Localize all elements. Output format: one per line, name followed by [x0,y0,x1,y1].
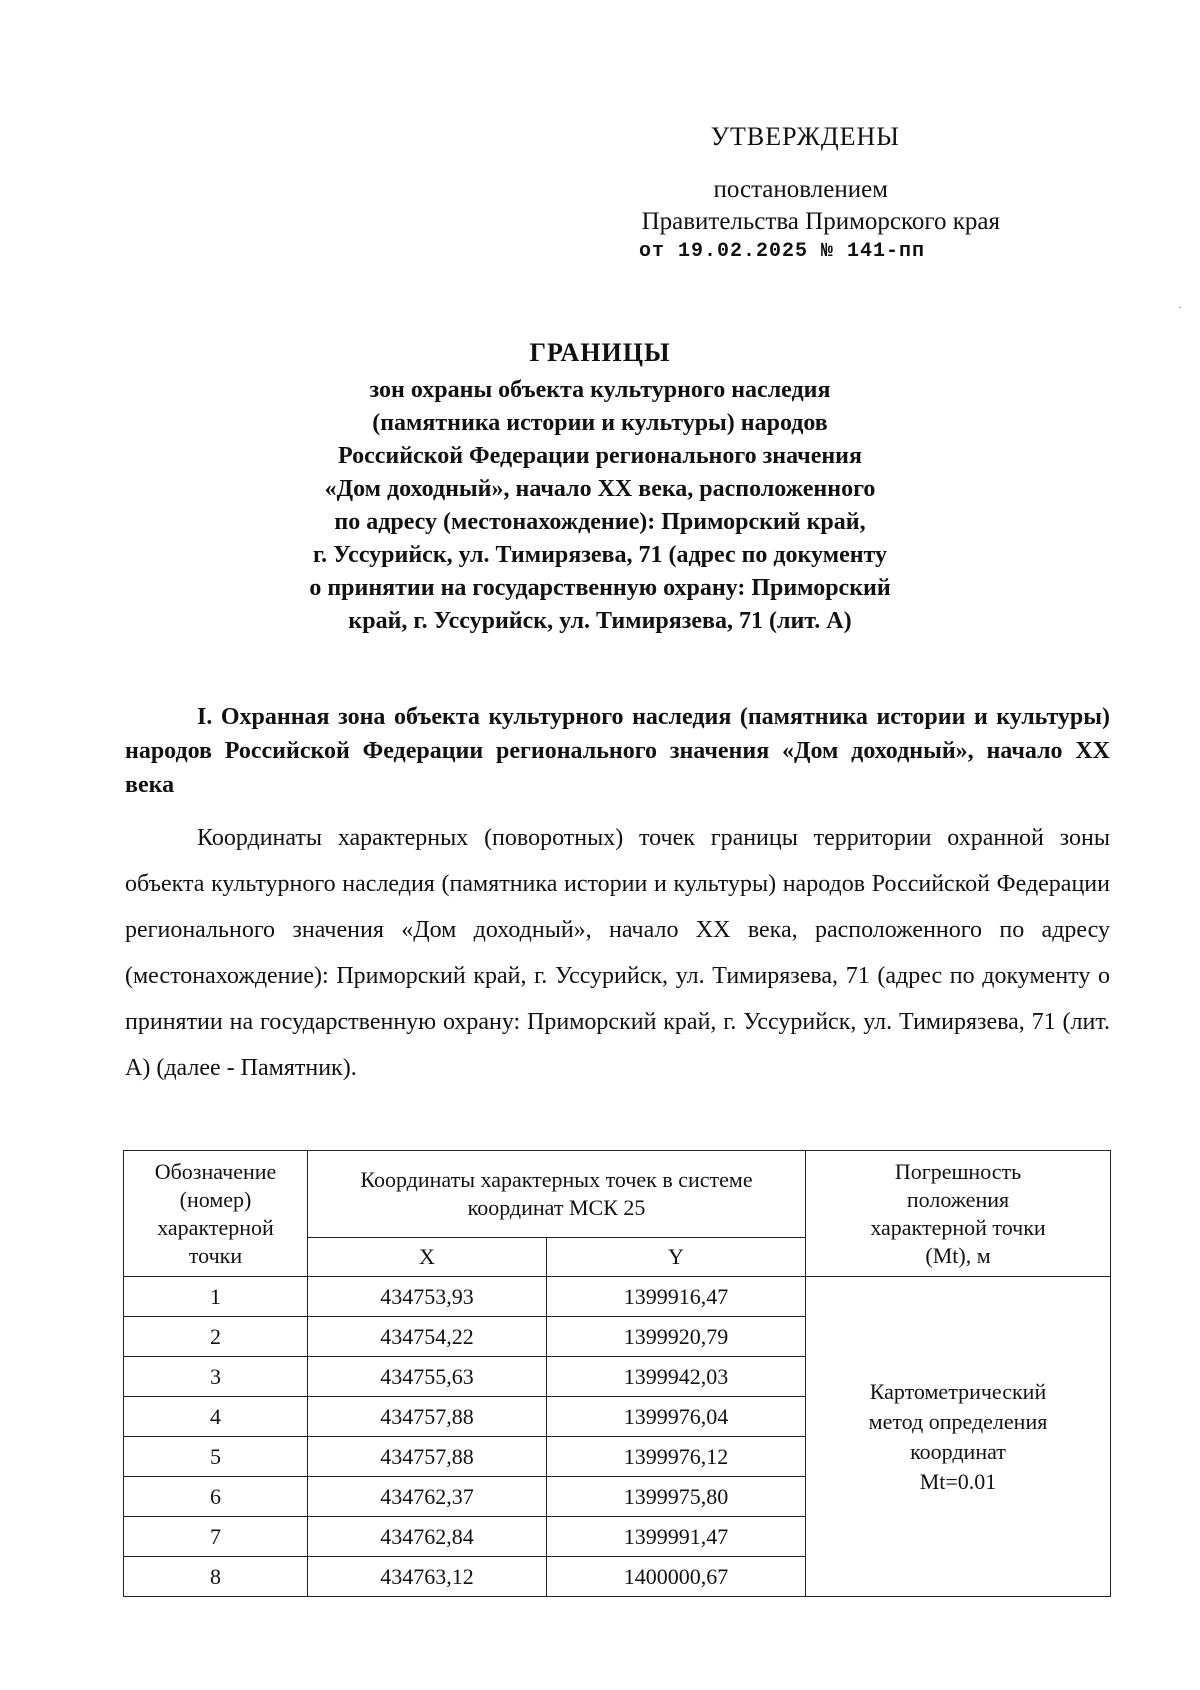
title-line: зон охраны объекта культурного наследия [369,377,831,403]
header-coordinates [308,1151,806,1238]
title-line: «Дом доходный», начало XX века, расположенного [324,476,876,502]
header-accuracy [806,1151,1111,1277]
approval-date-number: от 19.02.2025 № 141-пп [638,240,925,263]
document-title [150,338,1050,638]
point-number: 7 [124,1517,308,1557]
header-text: координат МСК 25 [467,1195,646,1220]
header-text: (номер) [179,1186,252,1212]
section-heading: I. Охранная зона объекта культурного наследия (памятника истории и культуры) народов Российской Федерации регионального значения «Дом доходный», начало XX века [125,704,1110,798]
coord-x: 434753,93 [308,1277,547,1317]
approval-government: Правительства Приморского края [641,208,1000,235]
approval-block [520,122,1000,263]
title-line: о принятии на государственную охрану: Приморский [309,575,891,601]
coord-y: 1399976,12 [547,1437,806,1477]
header-text: Координаты характерных точек в системе [360,1167,753,1192]
accuracy-method [806,1277,1111,1597]
point-number: 6 [124,1477,308,1517]
method-text: метод определения [868,1408,1048,1434]
header-text: точки [188,1242,243,1268]
header-x: X [308,1238,547,1277]
coord-y: 1399920,79 [547,1317,806,1357]
approved-label: УТВЕРЖДЕНЫ [710,122,900,151]
coord-y: 1399916,47 [547,1277,806,1317]
coord-x: 434763,12 [308,1557,547,1597]
method-text: Картометрический [869,1378,1047,1404]
header-y: Y [547,1238,806,1277]
point-number: 4 [124,1397,308,1437]
title-line: по адресу (местонахождение): Приморский край, [334,509,866,535]
title-line: (памятника истории и культуры) народов [372,410,828,436]
point-number: 2 [124,1317,308,1357]
coord-y: 1399942,03 [547,1357,806,1397]
method-text: Mt=0.01 [919,1468,997,1494]
coord-x: 434762,37 [308,1477,547,1517]
header-text: характерной [157,1214,274,1240]
header-point-number [124,1151,308,1277]
table-row [124,1277,1111,1317]
section-paragraph: Координаты характерных (поворотных) точек границы территории охранной зоны объекта культурного наследия (памятника истории и культуры) народов Российской Федерации регионального значения «Дом доходный», начало XX века, расположенного по адресу (местонахождение): Приморский край, г. Уссурийск, ул. Тимирязева, 71 (адрес по документу о принятии на государственную охрану: Приморский край, г. Уссурийск, ул. Тимирязева, 71 (лит. А) (далее - Памятник). [125,825,1110,1081]
method-text: координат [910,1438,1006,1464]
title-line: Российской Федерации регионального значения [338,443,862,469]
header-text: характерной точки [870,1214,1046,1240]
coord-y: 1399975,80 [547,1477,806,1517]
header-text: положения [906,1186,1010,1212]
point-number: 3 [124,1357,308,1397]
coord-x: 434757,88 [308,1397,547,1437]
title-line: г. Уссурийск, ул. Тимирязева, 71 (адрес по документу [312,542,888,568]
coord-y: 1399976,04 [547,1397,806,1437]
coord-x: 434754,22 [308,1317,547,1357]
title-line: край, г. Уссурийск, ул. Тимирязева, 71 (лит. А) [348,608,852,634]
point-number: 8 [124,1557,308,1597]
coord-x: 434757,88 [308,1437,547,1477]
coord-y: 1399991,47 [547,1517,806,1557]
coord-y: 1400000,67 [547,1557,806,1597]
approval-by: постановлением [713,176,888,203]
coordinates-table [123,1150,1111,1597]
coord-x: 434755,63 [308,1357,547,1397]
header-text: (Mt), м [925,1242,991,1268]
coord-x: 434762,84 [308,1517,547,1557]
margin-mark: · [1178,300,1182,314]
title-main: ГРАНИЦЫ [529,338,671,367]
point-number: 1 [124,1277,308,1317]
header-text: Погрешность [894,1158,1022,1184]
point-number: 5 [124,1437,308,1477]
header-text: Обозначение [154,1158,277,1184]
